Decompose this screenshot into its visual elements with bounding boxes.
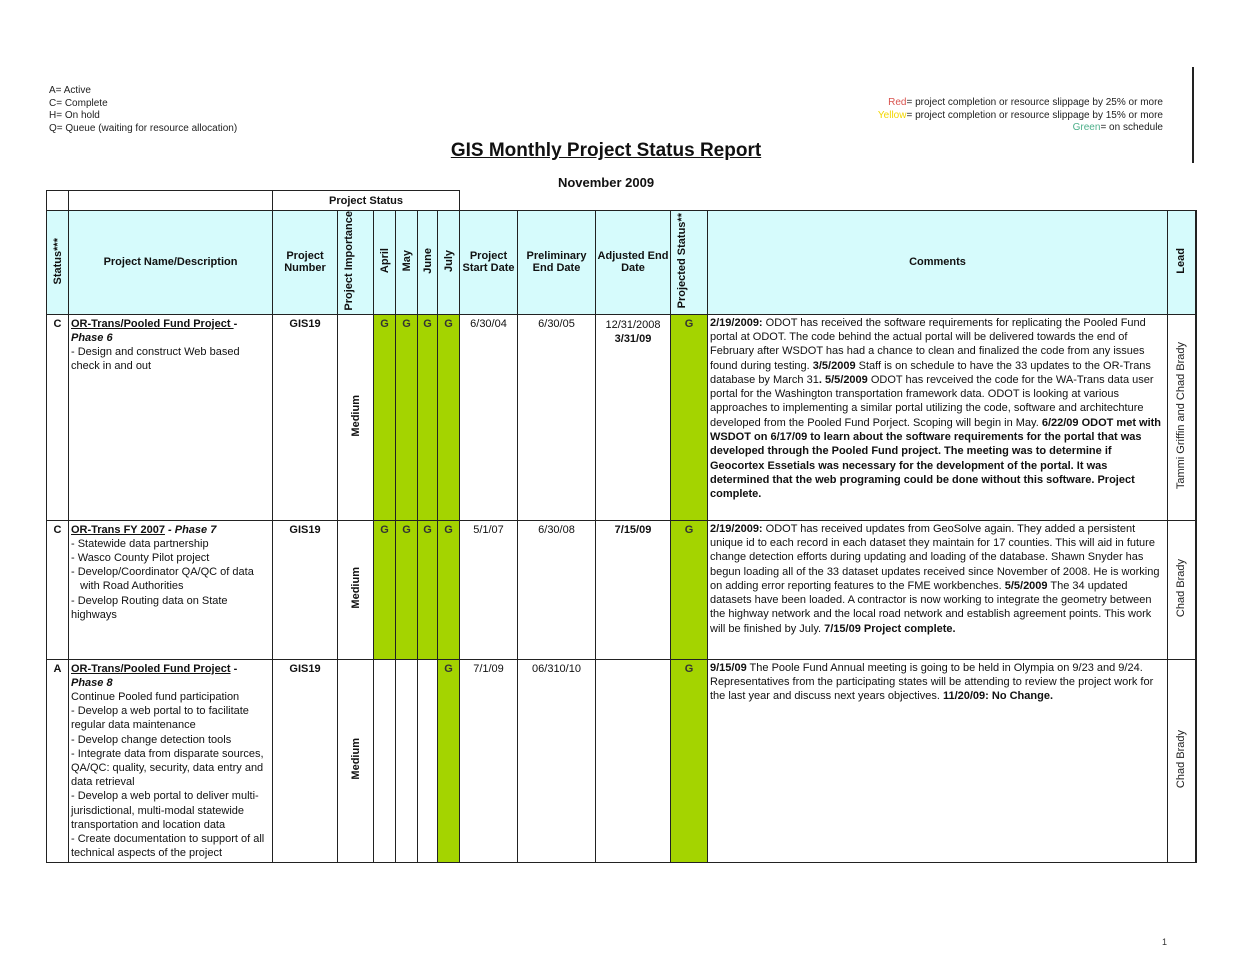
page-number: 1 (1162, 937, 1168, 947)
projected-status: G (671, 314, 708, 520)
header-may: May (396, 211, 418, 315)
project-number: GIS19 (273, 314, 338, 520)
project-name: OR-Trans/Pooled Fund Project (71, 662, 231, 675)
header-preliminary-end: Preliminary End Date (518, 211, 596, 315)
project-description: OR-Trans/Pooled Fund Project - Phase 6 - Design and construct Web based check in and out (69, 314, 273, 520)
header-adjusted-end: Adjusted End Date (596, 211, 671, 315)
legend-active: A= Active (49, 85, 91, 96)
project-phase: Phase 7 (174, 523, 217, 536)
month-april-status (374, 659, 396, 862)
legend-queue: Q= Queue (waiting for resource allocation) (49, 122, 238, 134)
header-july: July (438, 211, 460, 315)
report-month: November 2009 (557, 175, 655, 190)
header-comments: Comments (708, 211, 1168, 315)
project-phase: Phase 8 (71, 676, 113, 689)
project-name: OR-Trans FY 2007 (71, 523, 165, 536)
month-april-status: G (374, 314, 396, 520)
month-may-status: G (396, 314, 418, 520)
project-number: GIS19 (273, 659, 338, 862)
column-header-row (47, 211, 1196, 315)
lead-cell: Tammi Griffin and Chad Brady (1168, 314, 1196, 520)
comments-cell: 2/19/2009: ODOT has received updates from GeoSolve again. They added a persistent unique id to each record in each dataset they maintain for 17 counties. This will aid in future change detection efforts during updating and loading of the database. Shawn Snyder has begun loading all of the 33 dataset updates received since November of 2008. He is working on adding error reporting features to the FME workbenches. 5/5/2009 The 34 updated datasets have been loaded. A contractor is now working to integrate the geometry between the highway network and the local road network and establish agreement points. This work will be finished by July. 7/15/09 Project complete. (708, 520, 1168, 659)
month-june-status: G (418, 314, 438, 520)
header-june: June (418, 211, 438, 315)
color-legend (878, 97, 1163, 135)
projected-status: G (671, 659, 708, 862)
project-name: OR-Trans/Pooled Fund Project (71, 317, 234, 330)
header-start-date: Project Start Date (460, 211, 518, 315)
project-description: OR-Trans FY 2007 - Phase 7 - Statewide data partnership - Wasco County Pilot project - Develop/Coordinator QA/QC of data with Road Authorities - Develop Routing data on State highways (69, 520, 273, 659)
adjusted-end-date: 12/31/2008 3/31/09 (596, 314, 671, 520)
status-cell: C (47, 314, 69, 520)
header-status: Status*** (47, 211, 69, 315)
month-june-status (418, 659, 438, 862)
header-april: April (374, 211, 396, 315)
header-importance: Project Importance (338, 211, 374, 315)
status-cell: C (47, 520, 69, 659)
legend-green: Green= on schedule (1072, 122, 1163, 133)
project-description: OR-Trans/Pooled Fund Project - Phase 8 Continue Pooled fund participation - Develop a web portal to to facilitate regular data maintenance - Develop change detection tools - Integrate data from disparate sources, QA/QC: quality, security, data entry and data retrieval - Develop a web portal to deliver multi-jurisdictional, multi-modal statewide transportation and location data - Create documentation to support of all technical aspects of the project (69, 659, 273, 862)
project-importance: Medium (338, 314, 374, 520)
adjusted-end-date: 7/15/09 (596, 520, 671, 659)
legend-complete: C= Complete (49, 97, 108, 109)
preliminary-end-date: 6/30/05 (518, 314, 596, 520)
adjusted-end-date (596, 659, 671, 862)
legend-on-hold: H= On hold (49, 110, 100, 121)
legend-red: Red= project completion or resource slippage by 25% or more (888, 97, 1163, 108)
preliminary-end-date: 6/30/08 (518, 520, 596, 659)
table-row (47, 314, 1196, 520)
preliminary-end-date: 06/310/10 (518, 659, 596, 862)
header-name: Project Name/Description (69, 211, 273, 315)
comments-cell: 2/19/2009: ODOT has received the software requirements for replicating the Pooled Fund portal at ODOT. The code behind the actual portal will be delivered towards the end of February after WSDOT has had a chance to clean and finalized the code from any issues found during testing. 3/5/2009 Staff is on schedule to have the 33 updates to the OR-Trans database by March 31. 5/5/2009 ODOT has revceived the code for the WA-Trans data user portal for the Washington transportation framework data. ODOT is looking at various approaches to implementing a similar portal utilizing the code, software and architechture developed from the Pooled Fund Porject. Scoping will begin in May. 6/22/09 ODOT met with WSDOT on 6/17/09 to learn about the software requirements for the portal that was developed through the Pooled Fund project. The meeting was to determine if Geocortex Essetials was necessary for the development of the portal. It was determined that the web programing could be done without this software. Project complete. (708, 314, 1168, 520)
month-july-status: G (438, 659, 460, 862)
table-row (47, 659, 1196, 862)
legend-yellow: Yellow= project completion or resource slippage by 15% or more (877, 109, 1163, 121)
month-may-status (396, 659, 418, 862)
header-lead: Lead (1168, 211, 1196, 315)
header-projected-status: Projected Status** (671, 211, 708, 315)
project-number: GIS19 (273, 520, 338, 659)
table-row (47, 520, 1196, 659)
start-date: 7/1/09 (460, 659, 518, 862)
lead-cell: Chad Brady (1168, 520, 1196, 659)
month-may-status: G (396, 520, 418, 659)
start-date: 6/30/04 (460, 314, 518, 520)
projected-status: G (671, 520, 708, 659)
project-status-group-header: Project Status (273, 191, 460, 211)
project-status-table (46, 190, 1197, 863)
month-july-status: G (438, 314, 460, 520)
start-date: 5/1/07 (460, 520, 518, 659)
header-number: Project Number (273, 211, 338, 315)
month-june-status: G (418, 520, 438, 659)
status-cell: A (47, 659, 69, 862)
project-importance: Medium (338, 520, 374, 659)
project-importance: Medium (338, 659, 374, 862)
status-legend (49, 85, 237, 135)
comments-cell: 9/15/09 The Poole Fund Annual meeting is going to be held in Olympia on 9/23 and 9/24. Representatives from the participating states will be attending to review the project work for the last year and discuss next years objectives. 11/20/09: No Change. (708, 659, 1168, 862)
lead-cell: Chad Brady (1168, 659, 1196, 862)
month-july-status: G (438, 520, 460, 659)
page-title: GIS Monthly Project Status Report (450, 140, 762, 161)
month-april-status: G (374, 520, 396, 659)
project-phase: Phase 6 (71, 331, 113, 344)
group-header-row (47, 191, 1196, 211)
corner-cell (47, 191, 69, 211)
